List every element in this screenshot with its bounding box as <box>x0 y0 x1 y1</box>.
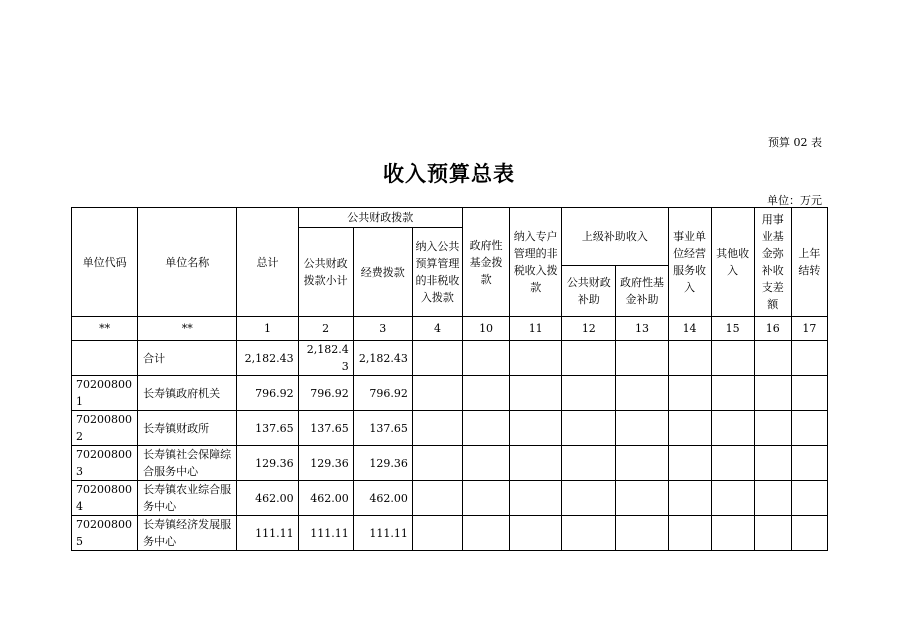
unit-label: 单位：万元 <box>767 194 822 207</box>
subtotal-cell: 462.00 <box>298 481 353 516</box>
total-cell: 796.92 <box>237 376 298 411</box>
index-cell: 2 <box>298 317 353 341</box>
header-unit-code: 单位代码 <box>72 208 138 317</box>
header-business-income: 事业单位经营服务收入 <box>668 208 711 317</box>
expense-cell: 129.36 <box>353 446 412 481</box>
table-row <box>72 481 828 516</box>
unit-code-cell: 702008003 <box>72 446 138 481</box>
total-cell: 462.00 <box>237 481 298 516</box>
expense-cell: 2,182.43 <box>353 341 412 376</box>
form-number: 预算 02 表 <box>768 136 822 149</box>
header-public-fiscal: 公共财政拨款 <box>298 208 462 228</box>
total-cell: 2,182.43 <box>237 341 298 376</box>
table-row <box>72 376 828 411</box>
table-row <box>72 446 828 481</box>
index-cell: 11 <box>510 317 562 341</box>
subtotal-cell: 111.11 <box>298 516 353 551</box>
index-cell: 10 <box>463 317 510 341</box>
unit-name-cell: 合计 <box>138 341 237 376</box>
header-pf-nontax: 纳入公共预算管理的非税收入拨款 <box>412 228 462 317</box>
header-pf-expense: 经费拨款 <box>353 228 412 317</box>
index-cell: ** <box>72 317 138 341</box>
unit-code-cell: 702008002 <box>72 411 138 446</box>
income-budget-table <box>71 207 828 551</box>
index-cell: 14 <box>668 317 711 341</box>
index-cell: 17 <box>791 317 827 341</box>
expense-cell: 796.92 <box>353 376 412 411</box>
index-cell: 4 <box>412 317 462 341</box>
header-unit-name: 单位名称 <box>138 208 237 317</box>
header-carry-over: 上年结转 <box>791 208 827 317</box>
subtotal-cell: 796.92 <box>298 376 353 411</box>
unit-name-cell: 长寿镇农业综合服务中心 <box>138 481 237 516</box>
index-cell: ** <box>138 317 237 341</box>
header-other-income: 其他收入 <box>711 208 754 317</box>
unit-code-cell: 702008004 <box>72 481 138 516</box>
unit-code-cell: 702008001 <box>72 376 138 411</box>
index-cell: 3 <box>353 317 412 341</box>
header-balance-fund: 用事业基金弥补收支差额 <box>754 208 791 317</box>
subtotal-cell: 2,182.43 <box>298 341 353 376</box>
total-cell: 111.11 <box>237 516 298 551</box>
subtotal-cell: 129.36 <box>298 446 353 481</box>
header-total: 总计 <box>237 208 298 317</box>
index-row <box>72 317 828 341</box>
header-gov-fund: 政府性基金拨款 <box>463 208 510 317</box>
expense-cell: 111.11 <box>353 516 412 551</box>
table-row <box>72 411 828 446</box>
index-cell: 15 <box>711 317 754 341</box>
unit-code-cell: 702008005 <box>72 516 138 551</box>
unit-name-cell: 长寿镇社会保障综合服务中心 <box>138 446 237 481</box>
index-cell: 1 <box>237 317 298 341</box>
table-row-total <box>72 341 828 376</box>
index-cell: 16 <box>754 317 791 341</box>
page-title: 收入预算总表 <box>383 162 515 186</box>
header-special-nontax: 纳入专户管理的非税收入拨款 <box>510 208 562 317</box>
header-ss-gov-fund: 政府性基金补助 <box>616 266 668 317</box>
total-cell: 129.36 <box>237 446 298 481</box>
subtotal-cell: 137.65 <box>298 411 353 446</box>
index-cell: 12 <box>562 317 616 341</box>
header-pf-subtotal: 公共财政拨款小计 <box>298 228 353 317</box>
table-row <box>72 516 828 551</box>
expense-cell: 137.65 <box>353 411 412 446</box>
unit-code-cell <box>72 341 138 376</box>
header-ss-public: 公共财政补助 <box>562 266 616 317</box>
total-cell: 137.65 <box>237 411 298 446</box>
unit-name-cell: 长寿镇政府机关 <box>138 376 237 411</box>
unit-name-cell: 长寿镇财政所 <box>138 411 237 446</box>
unit-name-cell: 长寿镇经济发展服务中心 <box>138 516 237 551</box>
header-superior-subsidy: 上级补助收入 <box>562 208 668 266</box>
expense-cell: 462.00 <box>353 481 412 516</box>
index-cell: 13 <box>616 317 668 341</box>
